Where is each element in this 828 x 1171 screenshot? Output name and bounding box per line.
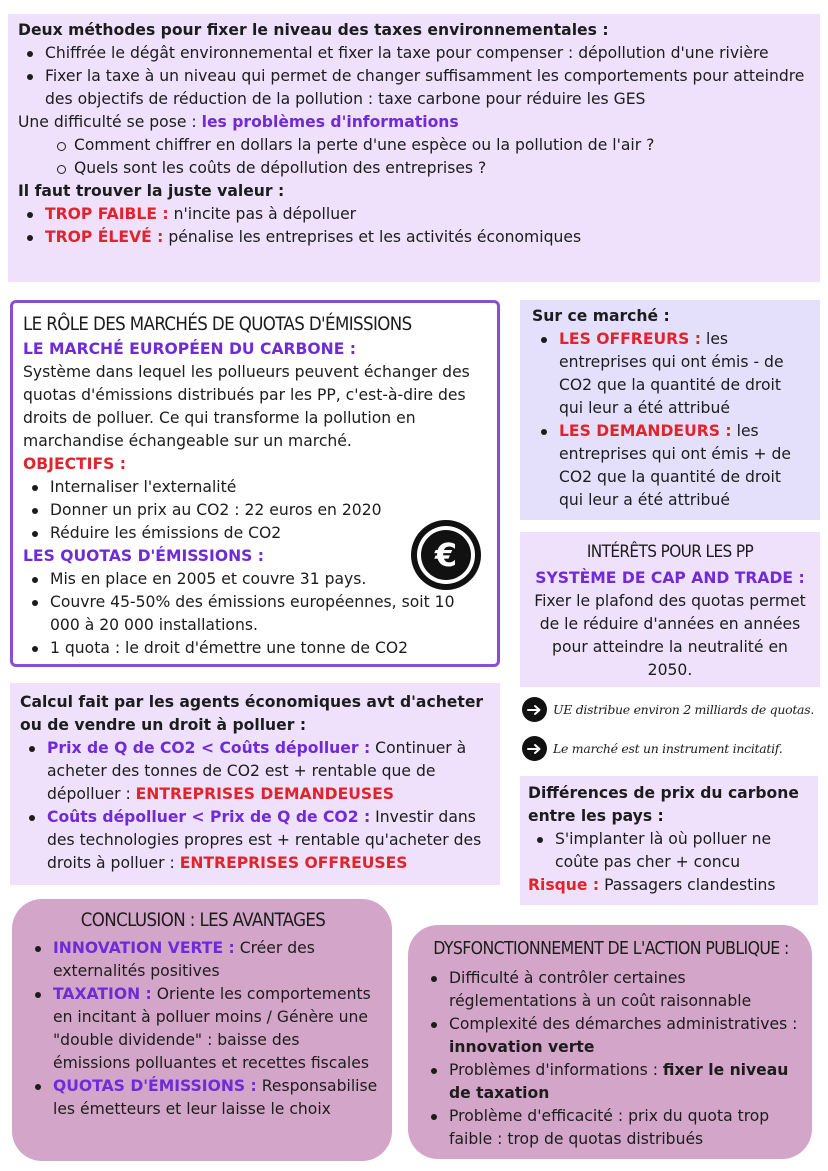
methods-title: Deux méthodes pour fixer le niveau des taxes environnementales : xyxy=(18,21,609,39)
methods-box xyxy=(8,14,820,282)
calcul-text-2: Investir dans des technologies propres est + rentable qu'acheter des droits à polluer : xyxy=(47,808,482,872)
juste-list xyxy=(18,203,810,249)
juste-title: Il faut trouver la juste valeur : xyxy=(18,182,285,200)
arrow-note-1 xyxy=(522,697,814,722)
calcul-label-2: Coûts dépolluer < Prix de Q de CO2 : xyxy=(47,808,371,826)
arrow-note-text: Le marché est un instrument incitatif. xyxy=(553,741,783,756)
dysf-bold-2: innovation verte xyxy=(449,1038,595,1056)
innovation-text: Créer des externalités positives xyxy=(53,939,315,980)
marches-box xyxy=(10,300,500,667)
trop-faible-text: n'incite pas à dépolluer xyxy=(168,205,357,223)
objectifs-title: OBJECTIFS : xyxy=(23,455,127,473)
list-item: Donner un prix au CO2 : 22 euros en 2020 xyxy=(23,499,487,522)
quotas-text: Responsabilise les émetteurs et leur laisse le choix xyxy=(53,1077,378,1118)
list-item xyxy=(532,420,810,512)
calcul-box xyxy=(10,683,500,885)
dysf-text-2: Complexité des démarches administratives : xyxy=(449,1015,798,1033)
interets-text: Fixer le plafond des quotas permet de le réduire d'années en années pour atteindre la neutralité en 2050. xyxy=(534,592,806,679)
calcul-tag-1: ENTREPRISES DEMANDEUSES xyxy=(135,785,395,803)
conclusion-title: CONCLUSION : LES AVANTAGES xyxy=(80,910,326,931)
risk-label: Risque : xyxy=(528,876,600,894)
sur-marche-box xyxy=(520,300,820,520)
arrow-right-icon xyxy=(522,736,547,761)
marches-description: Système dans lequel les pollueurs peuvent échanger des quotas d'émissions distribués par les PP, c'est-à-dire des droits de polluer. Ce qui transforme la pollution en marchandise échangeable sur un marché. xyxy=(23,363,470,450)
risk-text: Passagers clandestins xyxy=(599,876,776,894)
list-item xyxy=(422,1105,800,1151)
quotas-list xyxy=(23,568,487,660)
list-item xyxy=(18,226,810,249)
interets-box xyxy=(520,532,820,687)
risk-line xyxy=(528,874,810,897)
calcul-text-1: Continuer à acheter des tonnes de CO2 est + rentable que de dépolluer : xyxy=(47,739,467,803)
calcul-label-1: Prix de Q de CO2 < Coûts dépolluer : xyxy=(47,739,371,757)
list-item: Internaliser l'externalité xyxy=(23,476,487,499)
list-item: S'implanter là où polluer ne coûte pas cher + concu xyxy=(528,828,810,874)
difficulty-highlight: les problèmes d'informations xyxy=(201,113,459,131)
list-item xyxy=(26,937,380,983)
dysfonctionnement-list xyxy=(422,967,800,1151)
demandeurs-label: LES DEMANDEURS : xyxy=(559,422,732,440)
list-item xyxy=(20,806,490,875)
list-item: 1 quota : le droit d'émettre une tonne de CO2 xyxy=(23,637,487,660)
euro-icon xyxy=(411,520,481,590)
differences-title: Différences de prix du carbone entre les pays : xyxy=(528,784,799,825)
arrow-note-text: UE distribue environ 2 milliards de quotas. xyxy=(553,702,815,717)
interets-title: INTÉRÊTS POUR LES PP xyxy=(586,542,754,562)
methods-list xyxy=(18,42,810,111)
list-item: Chiffrée le dégât environnemental et fixer la taxe pour compenser : dépollution d'une rivière xyxy=(18,42,810,65)
list-item xyxy=(26,983,380,1075)
list-item xyxy=(422,1013,800,1059)
dysfonctionnement-title: DYSFONCTIONNEMENT DE L'ACTION PUBLIQUE : xyxy=(433,939,789,959)
list-item: Réduire les émissions de CO2 xyxy=(23,522,487,545)
dysf-text-1: Difficulté à contrôler certaines réglementations à un coût raisonnable xyxy=(449,969,752,1010)
list-item xyxy=(422,1059,800,1105)
trop-faible-label: TROP FAIBLE : xyxy=(45,205,169,223)
differences-box xyxy=(520,776,818,905)
dysf-text-3: Problèmes d'informations : xyxy=(449,1061,663,1079)
calcul-tag-2: ENTREPRISES OFFREUSES xyxy=(179,854,408,872)
sur-marche-list xyxy=(532,328,810,512)
dysfonctionnement-box xyxy=(408,925,812,1159)
arrow-right-icon xyxy=(522,697,547,722)
list-item: Fixer la taxe à un niveau qui permet de changer suffisamment les comportements pour atteindre des objectifs de réduction de la pollution : taxe carbone pour réduire les GES xyxy=(18,65,810,111)
quotas-title: LES QUOTAS D'ÉMISSIONS : xyxy=(23,547,265,565)
calcul-title: Calcul fait par les agents économiques avt d'acheter ou de vendre un droit à polluer : xyxy=(20,693,484,734)
list-item: Comment chiffrer en dollars la perte d'une espèce ou la pollution de l'air ? xyxy=(18,134,810,157)
trop-eleve-text: pénalise les entreprises et les activités économiques xyxy=(163,228,582,246)
differences-list xyxy=(528,828,810,874)
list-item: Couvre 45-50% des émissions européennes, soit 10 000 à 20 000 installations. xyxy=(23,591,487,637)
marches-title: LE RÔLE DES MARCHÉS DE QUOTAS D'ÉMISSIONS xyxy=(23,314,412,335)
list-item: Quels sont les coûts de dépollution des entreprises ? xyxy=(18,157,810,180)
euro-symbol: € xyxy=(421,530,471,580)
demandeurs-text: les entreprises qui ont émis + de CO2 que la quantité de droit qui leur a été attribué xyxy=(559,422,791,509)
difficulty-prefix: Une difficulté se pose : xyxy=(18,113,202,131)
list-item xyxy=(422,967,800,1013)
list-item xyxy=(18,203,810,226)
conclusion-box xyxy=(12,899,392,1161)
list-item: Mis en place en 2005 et couvre 31 pays. xyxy=(23,568,487,591)
calcul-list xyxy=(20,737,490,875)
dysf-text-4: Problème d'efficacité : prix du quota trop faible : trop de quotas distribués xyxy=(449,1107,770,1148)
arrow-note-2 xyxy=(522,736,782,761)
difficulty-line xyxy=(18,111,810,134)
list-item xyxy=(26,1075,380,1121)
interets-subtitle: SYSTÈME DE CAP AND TRADE : xyxy=(535,569,805,587)
marches-subtitle: LE MARCHÉ EUROPÉEN DU CARBONE : xyxy=(23,340,357,358)
sur-marche-title: Sur ce marché : xyxy=(532,307,670,325)
list-item xyxy=(20,737,490,806)
quotas-label: QUOTAS D'ÉMISSIONS : xyxy=(53,1077,257,1095)
list-item xyxy=(532,328,810,420)
offreurs-text: les entreprises qui ont émis - de CO2 que la quantité de droit qui leur a été attribué xyxy=(559,330,784,417)
dysf-bold-3: fixer le niveau de taxation xyxy=(449,1061,789,1102)
innovation-label: INNOVATION VERTE : xyxy=(53,939,235,957)
taxation-label: TAXATION : xyxy=(53,985,152,1003)
offreurs-label: LES OFFREURS : xyxy=(559,330,702,348)
conclusion-list xyxy=(26,937,380,1121)
difficulty-sublist xyxy=(18,134,810,180)
taxation-text: Oriente les comportements en incitant à polluer moins / Génère une "double dividende" : baisse des émissions polluantes et recettes fiscales xyxy=(53,985,371,1072)
trop-eleve-label: TROP ÉLEVÉ : xyxy=(45,228,164,246)
